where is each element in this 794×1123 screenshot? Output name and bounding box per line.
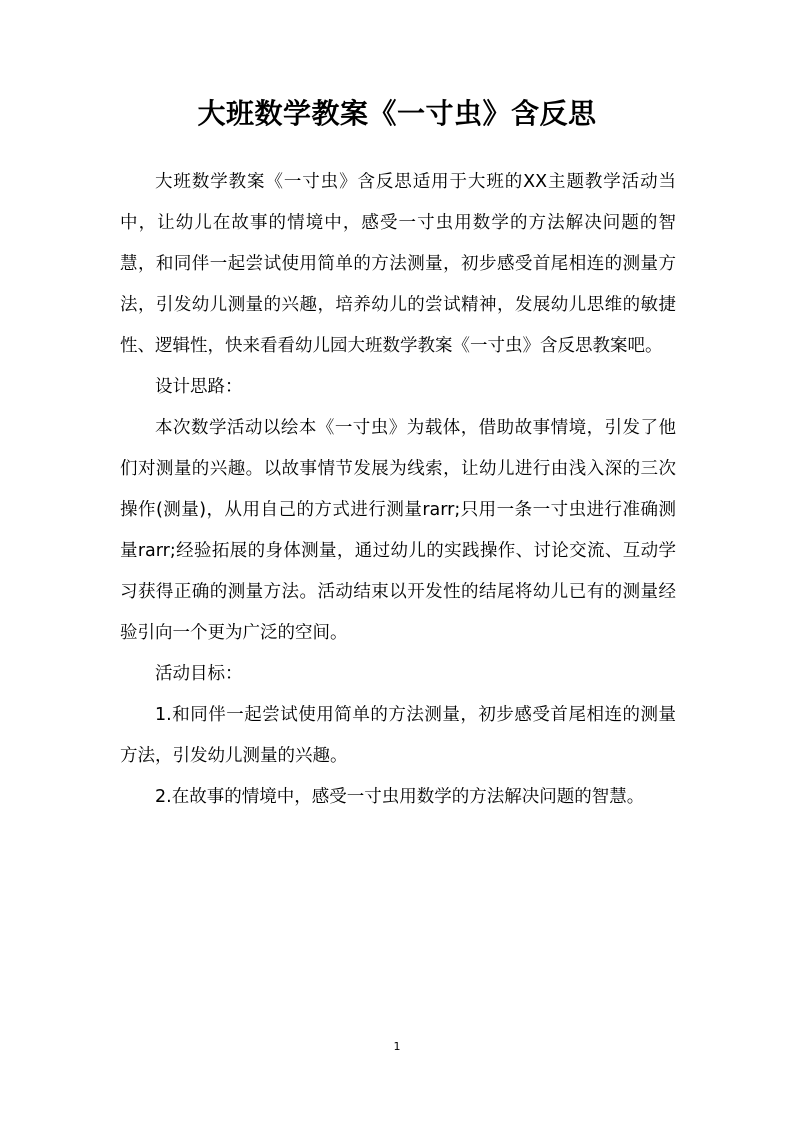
- design-paragraph: 本次数学活动以绘本《一寸虫》为载体，借助故事情境，引发了他们对测量的兴趣。以故事情节发展为线索，让幼儿进行由浅入深的三次操作(测量)，从用自己的方式进行测量rarr;只用一条一寸虫进行准确测量rarr;经验拓展的身体测量，通过幼儿的实践操作、讨论交流、互动学习获得正确的测量方法。活动结束以开发性的结尾将幼儿已有的测量经验引向一个更为广泛的空间。: [120, 418, 676, 643]
- document-title: 大班数学教案《一寸虫》含反思: [197, 97, 597, 130]
- design-heading: 设计思路：: [155, 377, 243, 397]
- goal-item-1: 1.和同伴一起尝试使用简单的方法测量，初步感受首尾相连的测量方法，引发幼儿测量的兴趣。: [120, 705, 676, 766]
- goal-item-2: 2.在故事的情境中，感受一寸虫用数学的方法解决问题的智慧。: [155, 787, 645, 807]
- page-number: 1: [393, 1040, 401, 1053]
- intro-paragraph: 大班数学教案《一寸虫》含反思适用于大班的XX主题教学活动当中，让幼儿在故事的情境中，感受一寸虫用数学的方法解决问题的智慧，和同伴一起尝试使用简单的方法测量，初步感受首尾相连的测量方法，引发幼儿测量的兴趣，培养幼儿的尝试精神，发展幼儿思维的敏捷性、逻辑性，快来看看幼儿园大班数学教案《一寸虫》含反思教案吧。: [120, 172, 676, 356]
- goals-heading: 活动目标：: [155, 664, 243, 684]
- document-body: [120, 162, 676, 818]
